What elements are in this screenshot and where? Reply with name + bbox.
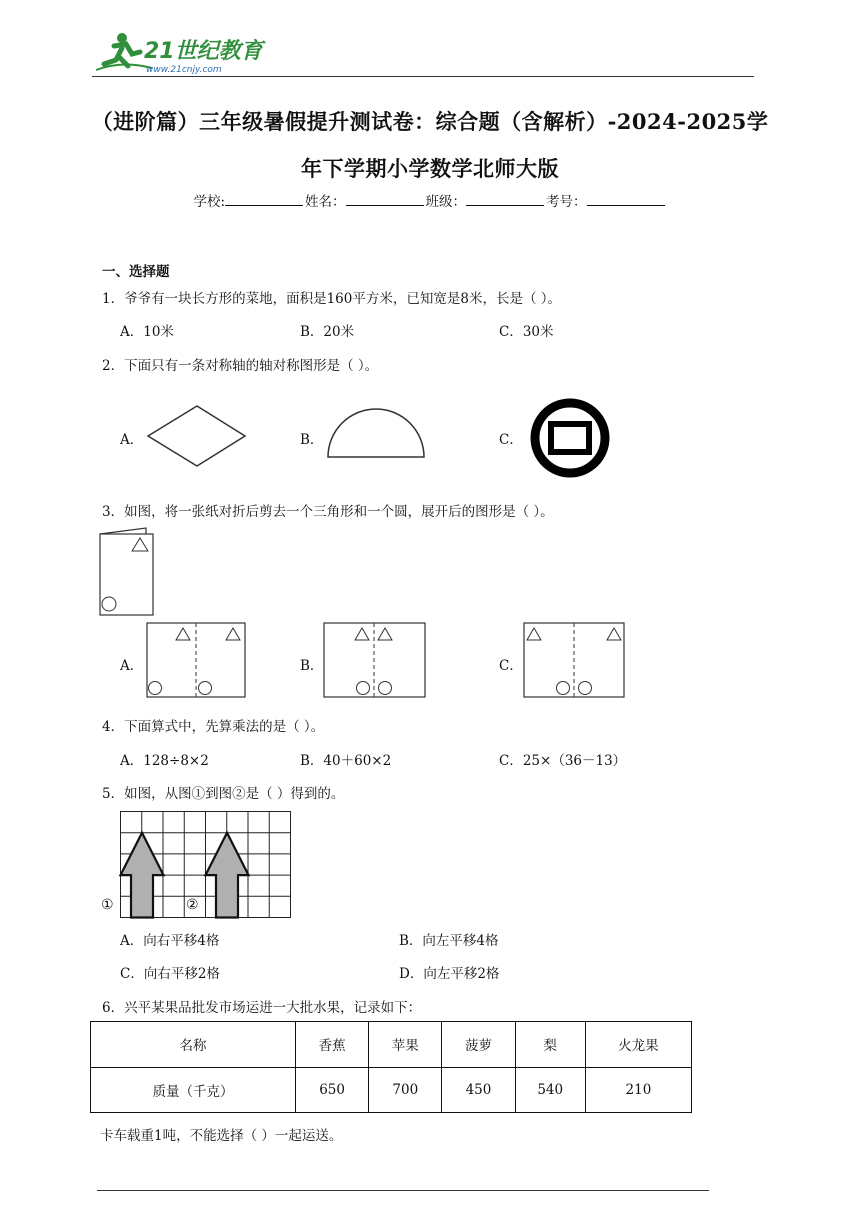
ring-square-figure: [528, 396, 612, 480]
table-cell: 650: [295, 1067, 368, 1113]
question-6-note: 卡车载重1吨，不能选择（ ）一起运送。: [100, 1128, 343, 1144]
table-header-cell: 苹果: [369, 1022, 442, 1068]
student-info: [0, 190, 860, 210]
footer-rule: [97, 1190, 709, 1191]
arrow-figure-1: [121, 833, 164, 918]
fruit-table: [90, 1021, 692, 1113]
question-1: 1．爷爷有一块长方形的菜地，面积是160平方米，已知宽是8米，长是（ ）。: [102, 291, 561, 307]
table-cell: 540: [515, 1067, 585, 1113]
question-6: 6．兴平某果品批发市场运进一大批水果，记录如下：: [102, 1000, 422, 1016]
question-5: 5．如图，从图①到图②是（ ）得到的。: [102, 786, 345, 802]
q2-option-c[interactable]: C．: [499, 432, 523, 448]
unfolded-paper-a: [146, 622, 248, 698]
table-header-row: [91, 1022, 692, 1068]
table-header-cell: 梨: [515, 1022, 585, 1068]
q4-option-a[interactable]: A．128÷8×2: [120, 753, 209, 769]
q1-option-c[interactable]: C．30米: [499, 324, 554, 340]
svg-text:www.21cnjy.com: www.21cnjy.com: [146, 65, 222, 75]
table-header-cell: 火龙果: [585, 1022, 691, 1068]
title-line-2: 年下学期小学数学北师大版: [301, 156, 559, 181]
class-label: 班级：: [425, 194, 467, 210]
question-3: 3．如图，将一张纸对折后剪去一个三角形和一个圆，展开后的图形是（ ）。: [102, 504, 554, 520]
title-line-1: （进阶篇）三年级暑假提升测试卷：综合题（含解析）-2024-2025学: [91, 109, 769, 134]
translation-grid-figure: [120, 811, 292, 919]
name-blank[interactable]: [346, 193, 424, 206]
q3-option-b[interactable]: B．: [300, 658, 324, 674]
table-header-cell: 香蕉: [295, 1022, 368, 1068]
q5-option-c[interactable]: C．向右平移2格: [120, 966, 220, 982]
q4-option-b[interactable]: B．40＋60×2: [300, 753, 392, 769]
exam-no-label: 考号：: [546, 194, 587, 210]
q1-option-b[interactable]: B．20米: [300, 324, 355, 340]
table-cell: 210: [585, 1067, 691, 1113]
q1-option-a[interactable]: A．10米: [120, 324, 174, 340]
name-label: 姓名：: [305, 194, 346, 210]
q2-option-a[interactable]: A．: [120, 432, 144, 448]
table-cell: 质量（千克）: [91, 1067, 296, 1113]
question-2: 2．下面只有一条对称轴的轴对称图形是（ ）。: [102, 358, 379, 374]
q5-option-b[interactable]: B．向左平移4格: [399, 933, 499, 949]
question-4: 4．下面算式中，先算乘法的是（ ）。: [102, 719, 325, 735]
q5-option-a[interactable]: A．向右平移4格: [120, 933, 220, 949]
q3-option-c[interactable]: C．: [499, 658, 523, 674]
semicircle-figure: [326, 404, 426, 460]
q2-option-b[interactable]: B．: [300, 432, 324, 448]
table-cell: 700: [369, 1067, 442, 1113]
arrow-figure-2: [206, 833, 249, 918]
logo: [92, 30, 262, 78]
table-header-cell: 菠萝: [442, 1022, 515, 1068]
table-cell: 450: [442, 1067, 515, 1113]
unfolded-paper-c: [523, 622, 626, 698]
header-rule: [92, 76, 754, 77]
figure-label-1: ①: [101, 897, 114, 913]
unfolded-paper-b: [323, 622, 427, 698]
figure-label-2: ②: [186, 897, 199, 913]
rhombus-figure: [146, 404, 248, 468]
class-blank[interactable]: [466, 193, 544, 206]
q3-option-a[interactable]: A．: [120, 658, 144, 674]
table-header-cell: 名称: [91, 1022, 296, 1068]
section-heading: 一、选择题: [102, 264, 170, 280]
svg-text:21世纪教育: 21世纪教育: [144, 39, 263, 64]
table-row: [91, 1067, 692, 1113]
folded-paper-figure: [98, 526, 158, 618]
school-label: 学校:: [193, 194, 226, 210]
exam-no-blank[interactable]: [587, 193, 665, 206]
school-blank[interactable]: [225, 193, 303, 206]
q4-option-c[interactable]: C．25×（36－13）: [499, 753, 627, 769]
q5-option-d[interactable]: D．向左平移2格: [399, 966, 500, 982]
